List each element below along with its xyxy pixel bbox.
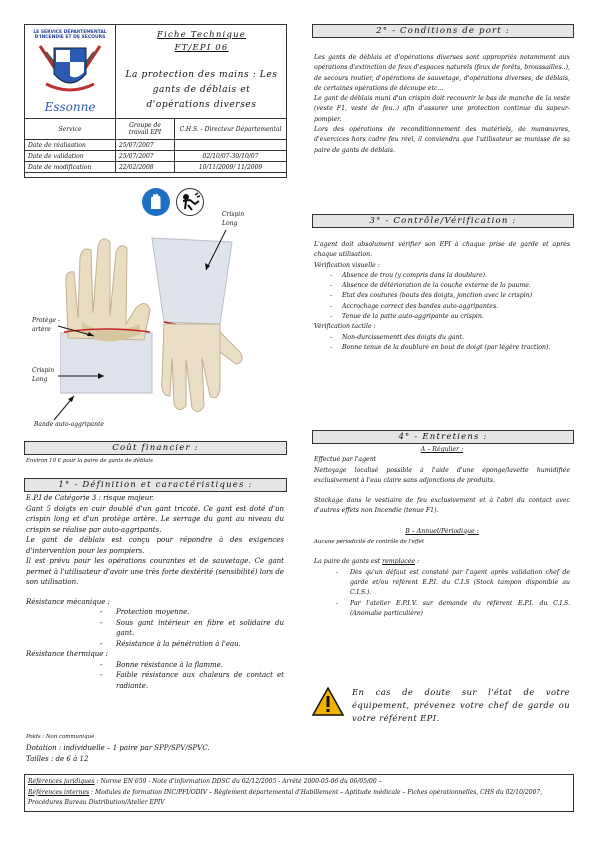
fiche-code: FT/EPI 06 xyxy=(174,43,229,53)
entretien-a3: Stockage dans le vestiaire de feu exclusivement et à l'abri du contact avec d'autres effets non Incendie (tenue F1). xyxy=(314,497,570,515)
logo-text-2: D'INCENDIE ET DE SECOURS xyxy=(34,35,106,40)
warning-icon xyxy=(312,686,344,718)
list-item: - Non-durcissementt des doigts du gant. xyxy=(314,333,570,343)
meta-row-label: Date de modification xyxy=(25,162,116,173)
port-p3: Lors des opérations de reconditionnement des matériels, de manœuvres, d'exercices hors cadre feu réel, il conviendra que l'utilisateur se munisse de sa paire de gants de déblais. xyxy=(314,126,570,154)
meta-row-label: Date de réalisation xyxy=(25,140,116,151)
controle-title: 3° - Contrôle/Vérification : xyxy=(312,214,574,228)
entretien-a1: Effectué par l'agent xyxy=(314,456,377,464)
def-p2: Gant 5 doigts en cuir doublé d'un gant tricoté. Ce gant est doté d'un crispin long et d'un protège artère. Le serrage du gant au niveau du crispin se réalise par auto-aggripants. xyxy=(26,504,284,534)
meta-row-chs: 10/11/2009/ 11/2009 xyxy=(175,162,287,173)
list-item: - Accrochage correct des bandes auto-aggripantes. xyxy=(314,302,570,312)
meta-service: Service xyxy=(25,119,116,140)
list-item: - Par l'atelier E.P.I.V. sur demande du référent E.P.I. du C.I.S. (Anomalie particulière) xyxy=(314,599,570,620)
ref-internes-label: Références internes xyxy=(28,788,90,796)
entretien-a-title: A – Régulier : xyxy=(420,446,464,453)
meta-table xyxy=(24,118,287,173)
firefighter-pictogram-icon xyxy=(176,188,204,216)
list-item: - Protection moyenne. xyxy=(76,607,284,618)
glove-pictogram-icon xyxy=(142,188,170,216)
label-crispin-long-left: Crispin Long xyxy=(32,367,55,383)
def-p1: E.P.I de Catégorie 3 : risque majeur. xyxy=(26,494,155,502)
visuelle-list xyxy=(314,271,570,322)
ref-juridiques xyxy=(28,777,572,788)
entretien-title: 4° - Entretiens : xyxy=(312,430,574,444)
pointer-crispin-top xyxy=(200,228,230,274)
meta-row-groupe: 25/07/2007 xyxy=(116,151,175,162)
label-crispin-long-top: Crispin Long xyxy=(222,211,245,227)
ref-juridiques-text: : Norme EN 659 - Note d'information DDSC du 02/12/2005 - Arrêté 2000-05-06 du 06/05/00 – xyxy=(94,778,382,785)
list-item: - Dès qu'un défaut est constaté par l'agent après validation chef de garde et/ou référent E.P.I. du C.I.S (Stock tampon disponible au C.I.S.). xyxy=(314,568,570,599)
cout-title: Coût financier : xyxy=(24,441,287,455)
list-item: - Bonne résistance à la flamme. xyxy=(76,660,284,671)
list-item: - Tenue de la patte auto-aggripante au crispin. xyxy=(314,312,570,322)
entretien-a2: Nettoyage localisé possible à l'aide d'une éponge/lavette humidifiée exclusivement à l'eau claire sans adjonctions de produits. xyxy=(314,466,570,484)
logo-crest-icon xyxy=(26,40,114,100)
ref-internes-text: : Modules de formation INC/PFI/ODIV – Règlement départemental d'Habillement – Aptitude médicale – Fiches opérationnelles, CHS du 02/10/2007, Procédures Bureau Distribution/Atelier EPIV xyxy=(28,788,543,806)
cout-text: Environ 10 € pour la paire de gants de déblais xyxy=(26,458,153,464)
logo-text-1: LE SERVICE DÉPARTEMENTAL xyxy=(33,30,107,35)
warning-text: En cas de doute sur l'état de votre équipement, prévenez votre chef de garde ou votre référent EPI. xyxy=(352,687,570,723)
label-protege-artere: Protège -artère xyxy=(32,317,60,333)
list-item: - Etat des coutures (bouts des doigts, jonction avec le crispin) xyxy=(314,291,570,301)
list-item: - Absence de détérioration de la couche externe de la paume. xyxy=(314,281,570,291)
port-body xyxy=(314,53,570,156)
pointer-protege xyxy=(58,322,98,342)
remplacee-pre: La paire de gants est xyxy=(314,558,383,566)
remplacee-post: : xyxy=(415,558,420,566)
tactile-list xyxy=(314,333,570,354)
remplacee-line xyxy=(314,557,570,567)
port-p1: Les gants de déblais et d'opérations diverses sont appropriés notamment aux opérations d'extinction de feux d'espaces naturels (feux de forêts, broussailles..), de secours routier, d'opérations de sauvetage, d'opérations diverses, de déblais, de certaines opérations de découpe etc... xyxy=(314,54,570,92)
meta-groupe: Groupe de travail EPI xyxy=(116,119,175,140)
pointer-crispin-left xyxy=(58,372,108,382)
label-bande: Bande auto-aggripante xyxy=(34,421,104,428)
list-item: - Sous gant intérieur en fibre et solidaire du gant. xyxy=(76,618,284,639)
entretien-b1: Aucune périodicité de contrôle de l'effet xyxy=(314,539,425,546)
meca-list xyxy=(76,607,284,649)
controle-body xyxy=(314,240,570,353)
list-item: - Absence de trou (y compris dans la doublure). xyxy=(314,271,570,281)
list-item: - Faible résistance aux chaleurs de contact et radiante. xyxy=(76,670,284,691)
pointer-bande xyxy=(50,392,80,422)
def-body xyxy=(26,493,284,691)
entretien-body xyxy=(314,445,570,619)
list-item: - Bonne tenue de la doublure en bout de doigt (par légère traction). xyxy=(314,343,570,353)
meta-row-chs xyxy=(175,140,287,151)
port-title: 2° - Conditions de port : xyxy=(312,24,574,38)
def-poids: Poids : Non communiqué xyxy=(26,734,95,740)
meca-title: Résistance mécanique : xyxy=(26,597,110,606)
remplacement-list xyxy=(314,568,570,619)
def-p3: Le gant de déblais est conçu pour répondre à des exigences d'intervention pour les pompiers. xyxy=(26,536,284,555)
controle-p1: L'agent doit absolument vérifier son EPI à chaque prise de garde et après chaque utilisation. xyxy=(314,241,570,259)
entretien-b-title: B – Annuel/Périodique : xyxy=(405,527,479,535)
def-dotation: Dotation : individuelle – 1 paire par SPP/SPV/SPVC. xyxy=(26,744,210,752)
logo-signature: Essonne xyxy=(44,100,96,114)
fiche-title: Fiche Technique xyxy=(157,30,246,40)
therm-title: Résistance thermique : xyxy=(26,650,109,658)
therm-list xyxy=(76,660,284,692)
remplacee-word: remplacée xyxy=(382,558,416,566)
meta-row-groupe: 22/02/2008 xyxy=(116,162,175,173)
tactile-title: Vérification tactile : xyxy=(314,323,376,331)
meta-row-chs: 02/10/07-30/10/07 xyxy=(175,151,287,162)
logo xyxy=(26,26,114,116)
ref-juridiques-label: Références juridiques xyxy=(28,778,95,785)
ref-internes xyxy=(28,788,572,809)
references-text xyxy=(28,777,572,809)
visuelle-title: Vérification visuelle : xyxy=(314,261,380,269)
def-tailles: Tailles : de 6 à 12 xyxy=(26,755,89,763)
meta-row-label: Date de validation xyxy=(25,151,116,162)
port-p2: Le gant de déblais muni d'un crispin doit recouvrir le bas de manche de la veste (veste F1, veste de feu..) afin d'assurer une protection continue du sapeur-pompier. xyxy=(314,95,570,123)
fiche-heading: La protection des mains : Les gants de déblais et d'opérations diverses xyxy=(125,70,278,110)
meta-chs: C.H.S. - Directeur Départemental xyxy=(175,119,287,140)
def-p4: Il est prévu pour les opérations courantes et de sauvetage. Ce gant permet à l'utilisateur d'avoir une très forte dextérité (sensibilité) lors de son utilisation. xyxy=(26,557,284,586)
meta-row-groupe: 25/07/2007 xyxy=(116,140,175,151)
def-title: 1° - Définition et caractéristiques : xyxy=(24,478,287,492)
list-item: - Résistance à la pénétration à l'eau. xyxy=(76,639,284,650)
